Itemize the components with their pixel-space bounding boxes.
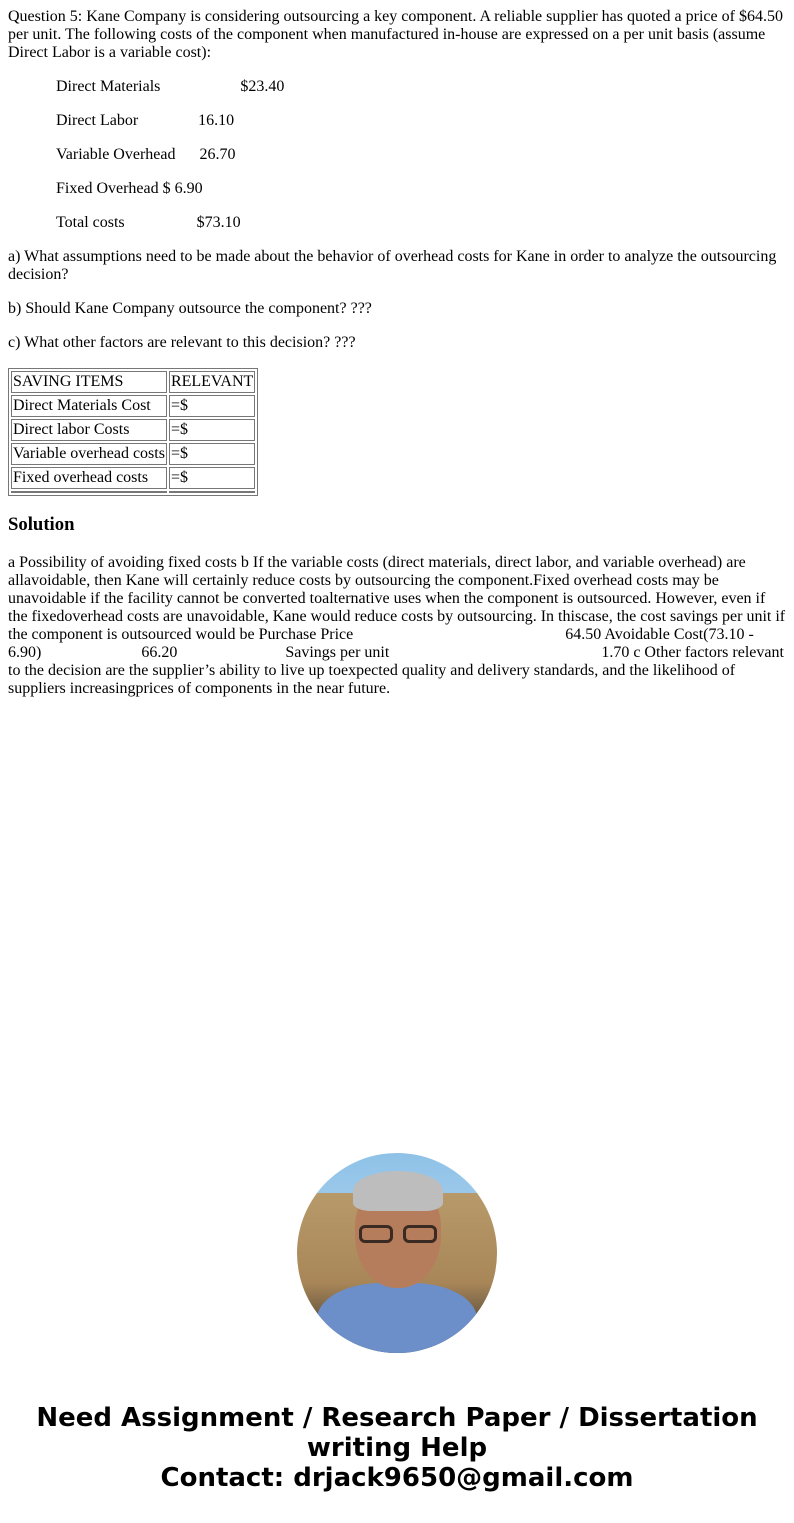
contact-banner xyxy=(0,1403,794,1493)
table-cell xyxy=(169,491,255,493)
table-header: SAVING ITEMS xyxy=(11,371,167,393)
cost-line: Direct Labor 16.10 xyxy=(56,112,235,129)
cost-line: Variable Overhead 26.70 xyxy=(56,146,236,163)
table-cell: Direct Materials Cost xyxy=(11,395,167,417)
question-part-b: b) Should Kane Company outsource the component? ??? xyxy=(8,300,372,317)
solution-text: a Possibility of avoiding fixed costs b If the variable costs (direct materials, direct labor, and variable overhead) are allavoidable, then Kane will certainly reduce costs by outsourcing the component.Fixed overhead costs may be unavoidable if the facility cannot be converted toalternative uses when the component is outsourced. However, even if the fixedoverhead costs are unavoidable, Kane would reduce costs by outsourcing. In thiscase, the cost savings per unit if the component is outsourced would be Purchase Price 64.50 Avoidable Cost(73.10 - 6.90) 66.20 Savings per unit 1.70 c Other factors relevant to the decision are the supplier’s ability to live up toexpected quality and delivery standards, and the likelihood of suppliers increasingprices of components in the near future. xyxy=(8,554,790,697)
table-row xyxy=(11,443,255,465)
banner-line-1: Need Assignment / Research Paper / Dissertation writing Help xyxy=(36,1403,758,1463)
table-cell: Variable overhead costs xyxy=(11,443,167,465)
table-cell: Fixed overhead costs xyxy=(11,467,167,489)
table-row xyxy=(11,395,255,417)
question-part-a: a) What assumptions need to be made about the behavior of overhead costs for Kane in order to analyze the outsourcing decision? xyxy=(8,248,777,283)
table-cell: Direct labor Costs xyxy=(11,419,167,441)
question-intro: Question 5: Kane Company is considering outsourcing a key component. A reliable supplier has quoted a price of $64.50 per unit. The following costs of the component when manufactured in-house are expressed on a per unit basis (assume Direct Labor is a variable cost): xyxy=(8,8,783,61)
table-cell: =$ xyxy=(169,467,255,489)
table-empty-row xyxy=(11,491,255,493)
hair-shape xyxy=(353,1171,443,1211)
table-cell: =$ xyxy=(169,395,255,417)
table-row xyxy=(11,467,255,489)
cost-line: Direct Materials $23.40 xyxy=(56,78,285,95)
glasses-icon xyxy=(359,1225,439,1243)
table-cell: =$ xyxy=(169,443,255,465)
savings-table xyxy=(8,368,258,496)
table-header: RELEVANT xyxy=(169,371,255,393)
cost-line: Fixed Overhead $ 6.90 xyxy=(56,180,203,197)
table-cell: =$ xyxy=(169,419,255,441)
author-photo xyxy=(297,1153,497,1353)
table-row xyxy=(11,419,255,441)
table-cell xyxy=(11,491,167,493)
banner-contact: Contact: drjack9650@gmail.com xyxy=(160,1463,634,1493)
table-header-row xyxy=(11,371,255,393)
shirt-shape xyxy=(317,1283,477,1353)
question-part-c: c) What other factors are relevant to this decision? ??? xyxy=(8,334,356,351)
document xyxy=(0,0,794,698)
cost-line: Total costs $73.10 xyxy=(56,214,241,231)
solution-heading: Solution xyxy=(8,514,75,535)
